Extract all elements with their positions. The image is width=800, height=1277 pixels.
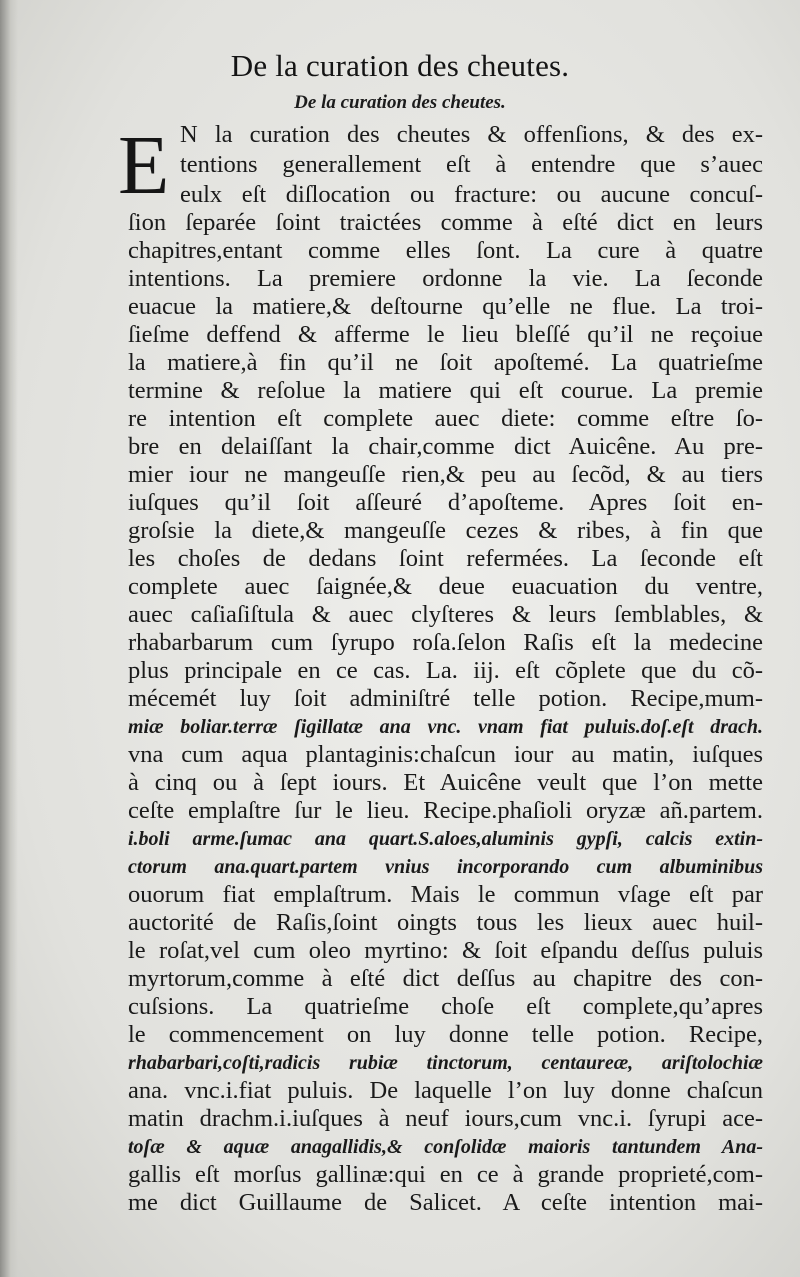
text-line: plus principale en ce cas. La. iij. eſt cõplete que du cõ-	[128, 657, 763, 684]
text-line: tentions generallement eſt à entendre que s’auec	[180, 151, 763, 178]
text-line: mécemét luy ſoit adminiſtré telle potion. Recipe,mum-	[128, 685, 763, 712]
text-line: groſsie la diete,& mangeuſſe cezes & ribes, à fin que	[128, 517, 763, 544]
text-line: cuſsions. La quatrieſme choſe eſt complete,qu’apres	[128, 993, 763, 1020]
text-line: rhabarbarum cum ſyrupo roſa.ſelon Raſis eſt la medecine	[128, 629, 763, 656]
text-line: bre en delaiſſant la chair,comme dict Auicêne. Au pre-	[128, 433, 763, 460]
text-line: matin drachm.i.iuſques à neuf iours,cum vnc.i. ſyrupi ace-	[128, 1105, 763, 1132]
running-head: De la curation des cheutes.	[230, 48, 570, 83]
text-line: le commencement on luy donne telle potion. Recipe,	[128, 1021, 763, 1048]
text-line: miæ boliar.terræ ſigillatæ ana vnc. vnam fiat puluis.doſ.eſt drach.	[128, 716, 763, 738]
section-title: De la curation des cheutes.	[294, 92, 506, 113]
text-line: myrtorum,comme à eſté dict deſſus au chapitre des con-	[128, 965, 763, 992]
text-line: euacue la matiere,& deſtourne qu’elle ne flue. La troi-	[128, 293, 763, 320]
text-line: ana. vnc.i.fiat puluis. De laquelle l’on luy donne chaſcun	[128, 1077, 763, 1104]
text-line: N la curation des cheutes & offenſions, & des ex-	[180, 121, 763, 148]
text-line: iuſques qu’il ſoit aſſeuré d’apoſteme. Apres ſoit en-	[128, 489, 763, 516]
text-line: complete auec ſaignée,& deue euacuation du ventre,	[128, 573, 763, 600]
text-line: auctorité de Raſis,ſoint oingts tous les lieux auec huil-	[128, 909, 763, 936]
text-line: chapitres,entant comme elles ſont. La cure à quatre	[128, 237, 763, 264]
text-line: ceſte emplaſtre ſur le lieu. Recipe.phaſioli oryzæ añ.partem.	[128, 797, 763, 824]
text-line: à cinq ou à ſept iours. Et Auicêne veult que l’on mette	[128, 769, 763, 796]
text-line: termine & reſolue la matiere qui eſt courue. La premie	[128, 377, 763, 404]
text-line: re intention eſt complete auec diete: comme eſtre ſo-	[128, 405, 763, 432]
drop-cap: E	[118, 119, 170, 212]
text-line: vna cum aqua plantaginis:chaſcun iour au matin, iuſques	[128, 741, 763, 768]
text-line: mier iour ne mangeuſſe rien,& peu au ſecõd, & au tiers	[128, 461, 763, 488]
text-line: me dict Guillaume de Salicet. A ceſte intention mai-	[128, 1189, 763, 1216]
text-line: i.boli arme.ſumac ana quart.S.aloes,aluminis gypſi, calcis extin-	[128, 828, 763, 850]
text-line: les choſes de dedans ſoint refermées. La ſeconde eſt	[128, 545, 763, 572]
text-line: ctorum ana.quart.partem vnius incorporando cum albuminibus	[128, 856, 763, 878]
text-line: ſion ſeparée ſoint traictées comme à eſté dict en leurs	[128, 209, 763, 236]
text-line: ſieſme deffend & afferme le lieu bleſſé qu’il ne reçoiue	[128, 321, 763, 348]
text-line: rhabarbari,coſti,radicis rubiæ tinctorum, centaureæ, ariſtolochiæ	[128, 1052, 763, 1074]
text-line: eulx eſt diſlocation ou fracture: ou aucune concuſ-	[180, 181, 763, 208]
text-line: toſæ & aquæ anagallidis,& conſolidæ maioris tantundem Ana-	[128, 1136, 763, 1158]
text-line: ouorum fiat emplaſtrum. Mais le commun vſage eſt par	[128, 881, 763, 908]
text-line: intentions. La premiere ordonne la vie. La ſeconde	[128, 265, 763, 292]
page-gutter-shadow	[0, 0, 18, 1277]
text-line: le roſat,vel cum oleo myrtino: & ſoit eſpandu deſſus puluis	[128, 937, 763, 964]
text-line: auec caſiaſiſtula & auec clyſteres & leurs ſemblables, &	[128, 601, 763, 628]
text-line: gallis eſt morſus gallinæ:qui en ce à grande proprieté,com-	[128, 1161, 763, 1188]
text-line: la matiere,à fin qu’il ne ſoit apoſtemé. La quatrieſme	[128, 349, 763, 376]
